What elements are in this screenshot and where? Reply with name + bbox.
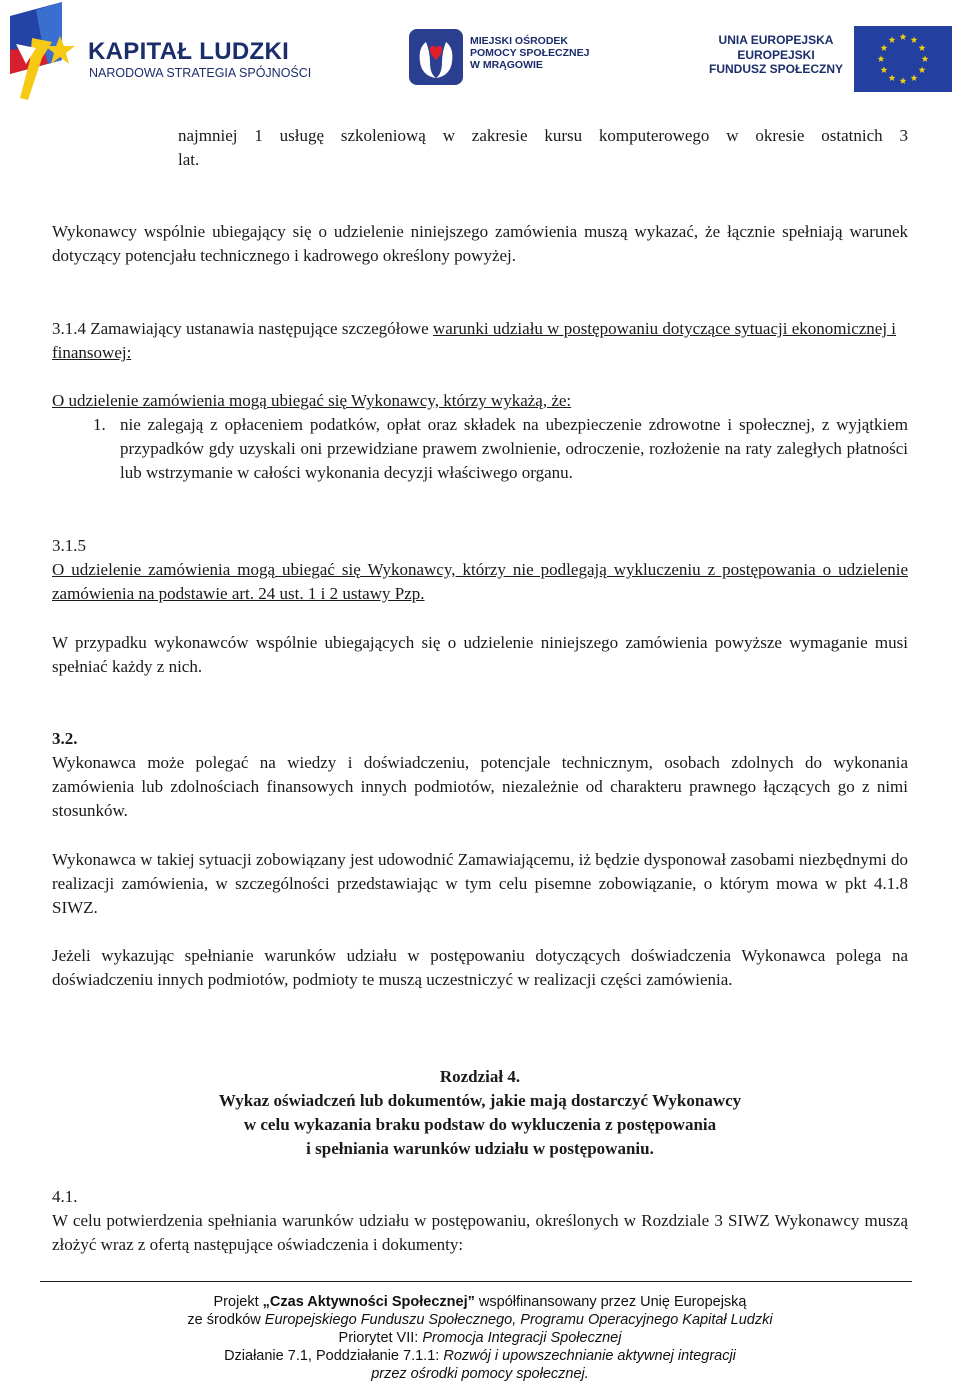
section-3-1-5-text: O udzielenie zamówienia mogą ubiegać się Wykonawcy, którzy nie podlegają wykluczeniu z postępowania o udzielenie zamówienia na podstawie art. 24 ust. 1 i 2 ustawy Pzp. [52,560,908,603]
footer-italic-text: Europejskiego Funduszu Społecznego, Programu Operacyjnego Kapitał Ludzki [264,1312,773,1328]
chapter-title: Rozdział 4. [439,1067,521,1086]
paragraph-eligibility: O udzielenie zamówienia mogą ubiegać się Wykonawcy, którzy wykażą, że: [52,391,572,410]
section-3-1-5-number: 3.1.5 [52,536,86,555]
section-3-1-4 [52,317,908,365]
mops-name [470,35,589,71]
section-3-1-4-prefix: 3.1.4 Zamawiający ustanawia następujące szczegółowe [52,319,433,338]
footer-text: ze środków [187,1312,265,1328]
page-header [0,0,960,105]
footer-line [0,1347,960,1365]
eu-line: UNIA EUROPEJSKA [718,33,834,47]
mops-line: MIEJSKI OŚRODEK [470,35,569,47]
footer-italic-text: Rozwój i upowszechnianie aktywnej integracji [443,1348,736,1364]
footer-text: Priorytet VII: [338,1330,423,1346]
chapter-heading [52,1065,908,1161]
page-footer [0,1293,960,1383]
mops-line: W MRĄGOWIE [470,59,543,71]
mops-hands-heart-icon [408,28,464,86]
mops-line: POMOCY SPOŁECZNEJ [470,47,590,59]
paragraph-each-bidder: W przypadku wykonawców wspólnie ubiegających się o udzielenie niniejszego zamówienia powyższe wymaganie musi spełniać każdy z nich. [52,633,908,676]
chapter-title-line: Wykaz oświadczeń lub dokumentów, jakie mają dostarczyć Wykonawcy [218,1091,742,1110]
section-3-2-p3: Jeżeli wykazując spełnianie warunków udziału w postępowaniu dotyczących doświadczenia Wykonawca polega na doświadczeniu innych podmiotów, podmioty te muszą uczestniczyć w realizacji części zamówienia. [52,946,908,989]
section-4-1-number: 4.1. [52,1187,78,1206]
section-4-1-text: W celu potwierdzenia spełniania warunków udziału w postępowaniu, określonych w Rozdziale 3 SIWZ Wykonawcy muszą złożyć wraz z ofertą następujące oświadczenia i dokumenty: [52,1211,908,1254]
footer-line: przez ośrodki pomocy społecznej. [371,1366,589,1382]
section-3-1-4-underlined: warunki udziału w postępowaniu dotyczące sytuacji ekonomicznej i finansowej: [52,319,897,362]
list-item-number: 1. [93,415,106,434]
footer-project-name: „Czas Aktywności Społecznej” [262,1294,475,1310]
footer-italic-text: Promocja Integracji Społecznej [422,1330,622,1346]
footer-text: Projekt [213,1294,263,1310]
eu-line: FUNDUSZ SPOŁECZNY [708,62,843,76]
footer-line [0,1293,960,1311]
footer-text: współfinansowany przez Unię Europejską [474,1294,747,1310]
chapter-title-line: w celu wykazania braku podstaw do wykluczenia z postępowania [243,1115,717,1134]
kapital-ludzki-title: KAPITAŁ LUDZKI [88,38,290,65]
paragraph-joint-bidders: Wykonawcy wspólnie ubiegający się o udzielenie niniejszego zamówienia muszą wykazać, że łącznie spełniają warunek dotyczący potencjału technicznego i kadrowego określony powyżej. [52,222,908,265]
eu-flag-icon [854,26,952,92]
kapital-ludzki-subtitle: NARODOWA STRATEGIA SPÓJNOŚCI [89,66,312,80]
mops-mragowo-logo [408,28,590,90]
list-item-text: nie zalegają z opłaceniem podatków, opłat oraz składek na ubezpieczenie zdrowotne i społecznej, z wyjątkiem przypadków gdy uzyskali oni przewidziane prawem zwolnienie, odroczenie, rozłożenie na raty zaległych płatności lub wstrzymanie w całości wykonania decyzji właściwego organu. [120,415,908,482]
section-3-2-number: 3.2. [52,729,78,748]
footer-divider [40,1281,912,1282]
section-3-2-p2: Wykonawca w takiej sytuacji zobowiązany jest udowodnić Zamawiającemu, iż będzie dysponował zasobami niezbędnymi do realizacji zamówienia, w szczególności przedstawiając w tym celu pisemne zobowiązanie, o którym mowa w pkt 4.1.8 SIWZ. [52,850,908,917]
text-line: najmniej 1 usługę szkoleniową w zakresie kursu komputerowego w okresie ostatnich 3 [178,126,908,145]
chapter-title-line: i spełniania warunków udziału w postępowaniu. [306,1139,654,1158]
kapital-ludzki-emblem-icon [2,2,86,102]
section-3-2-p1: Wykonawca może polegać na wiedzy i doświadczeniu, potencjale technicznym, osobach zdolnych do wykonania zamówienia lub zdolnościach finansowych innych podmiotów, niezależnie od charakteru prawnego łączących go z nimi stosunków. [52,753,908,820]
text-line: lat. [178,150,200,169]
kapital-ludzki-logo [2,2,312,102]
eu-efs-logo [706,26,956,92]
eu-line: EUROPEJSKI [737,47,815,62]
footer-line [0,1311,960,1329]
footer-line [0,1329,960,1347]
eu-name [706,33,846,77]
footer-text: Działanie 7.1, Poddziałanie 7.1.1: [224,1348,444,1364]
paragraph-continuation [178,124,908,172]
